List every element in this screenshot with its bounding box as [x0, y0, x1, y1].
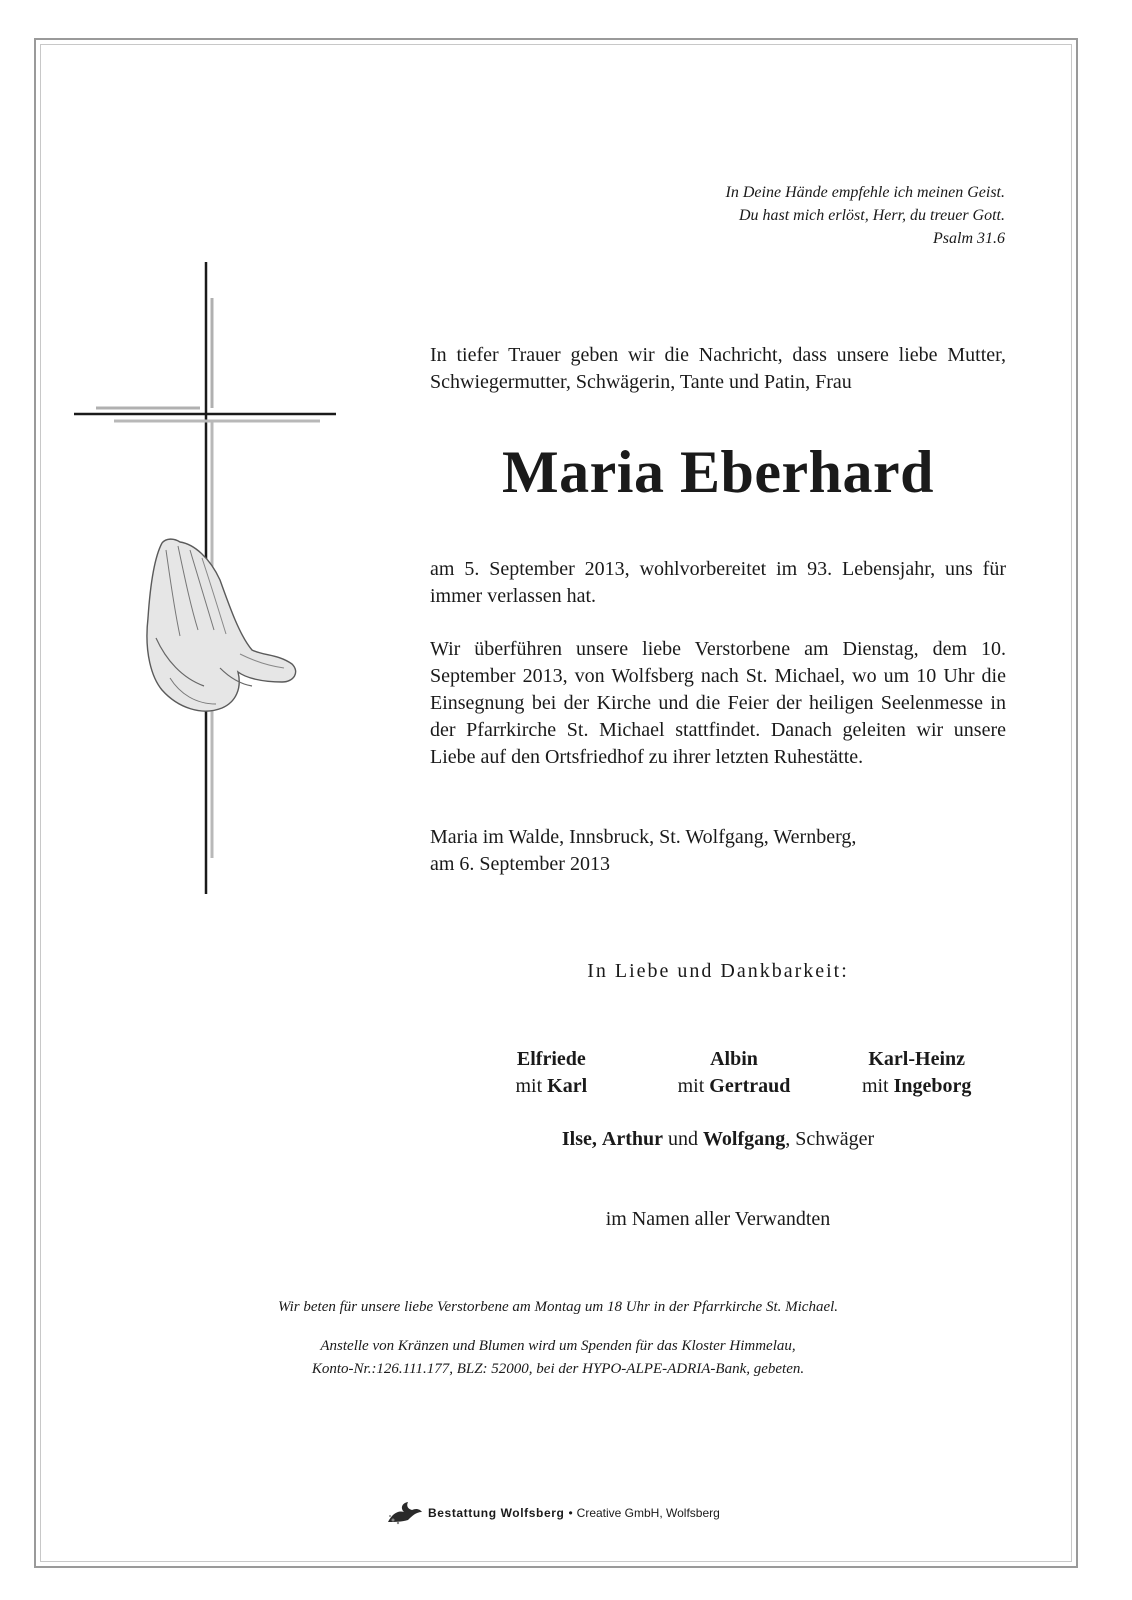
in-laws-line — [430, 1126, 1006, 1153]
mourner-name: Albin — [710, 1048, 758, 1070]
announcement-intro: In tiefer Trauer geben wir die Nachricht, dass unsere liebe Mutter, Schwiegermutter, Schwägerin, Tante und Patin, Frau — [430, 344, 1006, 393]
inlaw-name-2: Arthur — [601, 1128, 663, 1150]
mourner-with: mit — [861, 1075, 889, 1097]
places: Maria im Walde, Innsbruck, St. Wolfgang, Wernberg, — [430, 826, 857, 848]
mourner-partner: Gertraud — [709, 1075, 791, 1097]
notes-section — [120, 1296, 996, 1381]
footer-credit: Creative GmbH, Wolfsberg — [576, 1506, 720, 1520]
mourner-entry — [643, 1046, 826, 1100]
verse-source: Psalm 31.6 — [933, 230, 1005, 247]
bird-logo-icon — [384, 1500, 424, 1526]
announcement-date: am 6. September 2013 — [430, 853, 610, 875]
place-and-date — [430, 824, 1006, 878]
deceased-name: Maria Eberhard — [502, 439, 934, 505]
mourners-list — [460, 1046, 1008, 1100]
mourner-partner: Karl — [547, 1075, 588, 1097]
funeral-details-paragraph: Wir überführen unsere liebe Verstorbene am Dienstag, dem 10. September 2013, von Wolfsberg nach St. Michael, wo um 10 Uhr die Einsegnung bei der Kirche und die Feier der heiligen Seelenmesse in der Pfarrkirche St. Michael stattfindet. Danach geleiten wir unsere Liebe auf den Ortsfriedhof zu ihrer letzten Ruhestätte. — [430, 638, 1006, 768]
mourner-name: Karl-Heinz — [868, 1048, 965, 1070]
prayer-note: Wir beten für unsere liebe Verstorbene am Montag um 18 Uhr in der Pfarrkirche St. Michael. — [277, 1299, 839, 1315]
inlaws-role: , Schwäger — [785, 1128, 875, 1150]
mourner-name: Elfriede — [516, 1048, 586, 1070]
footer-brand: Bestattung Wolfsberg — [428, 1506, 565, 1520]
mourner-with: mit — [677, 1075, 705, 1097]
footer — [384, 1498, 720, 1528]
verse-line-2: Du hast mich erlöst, Herr, du treuer Gott. — [738, 207, 1005, 224]
inlaw-name-1: Ilse, — [561, 1128, 597, 1150]
donation-note-line-1: Anstelle von Kränzen und Blumen wird um Spenden für das Kloster Himmelau, — [320, 1338, 796, 1354]
inlaw-name-3: Wolfgang — [703, 1128, 786, 1150]
mourner-entry — [825, 1046, 1008, 1100]
mourner-partner: Ingeborg — [893, 1075, 972, 1097]
thanks-heading: In Liebe und Dankbarkeit: — [587, 960, 849, 982]
inlaws-and: und — [668, 1128, 698, 1150]
verse-line-1: In Deine Hände empfehle ich meinen Geist. — [725, 184, 1005, 201]
death-date-paragraph: am 5. September 2013, wohlvorbereitet im 93. Lebensjahr, uns für immer verlassen hat. — [430, 558, 1006, 607]
mourner-with: mit — [515, 1075, 543, 1097]
relatives-line: im Namen aller Verwandten — [605, 1208, 831, 1230]
bible-verse — [726, 181, 1005, 250]
cross-with-praying-hands-icon — [70, 258, 340, 898]
mourner-entry — [460, 1046, 643, 1100]
donation-note-line-2: Konto-Nr.:126.111.177, BLZ: 52000, bei der HYPO-ALPE-ADRIA-Bank, gebeten. — [311, 1361, 805, 1377]
praying-hands-icon — [147, 539, 296, 711]
footer-bullet: • — [568, 1506, 573, 1520]
